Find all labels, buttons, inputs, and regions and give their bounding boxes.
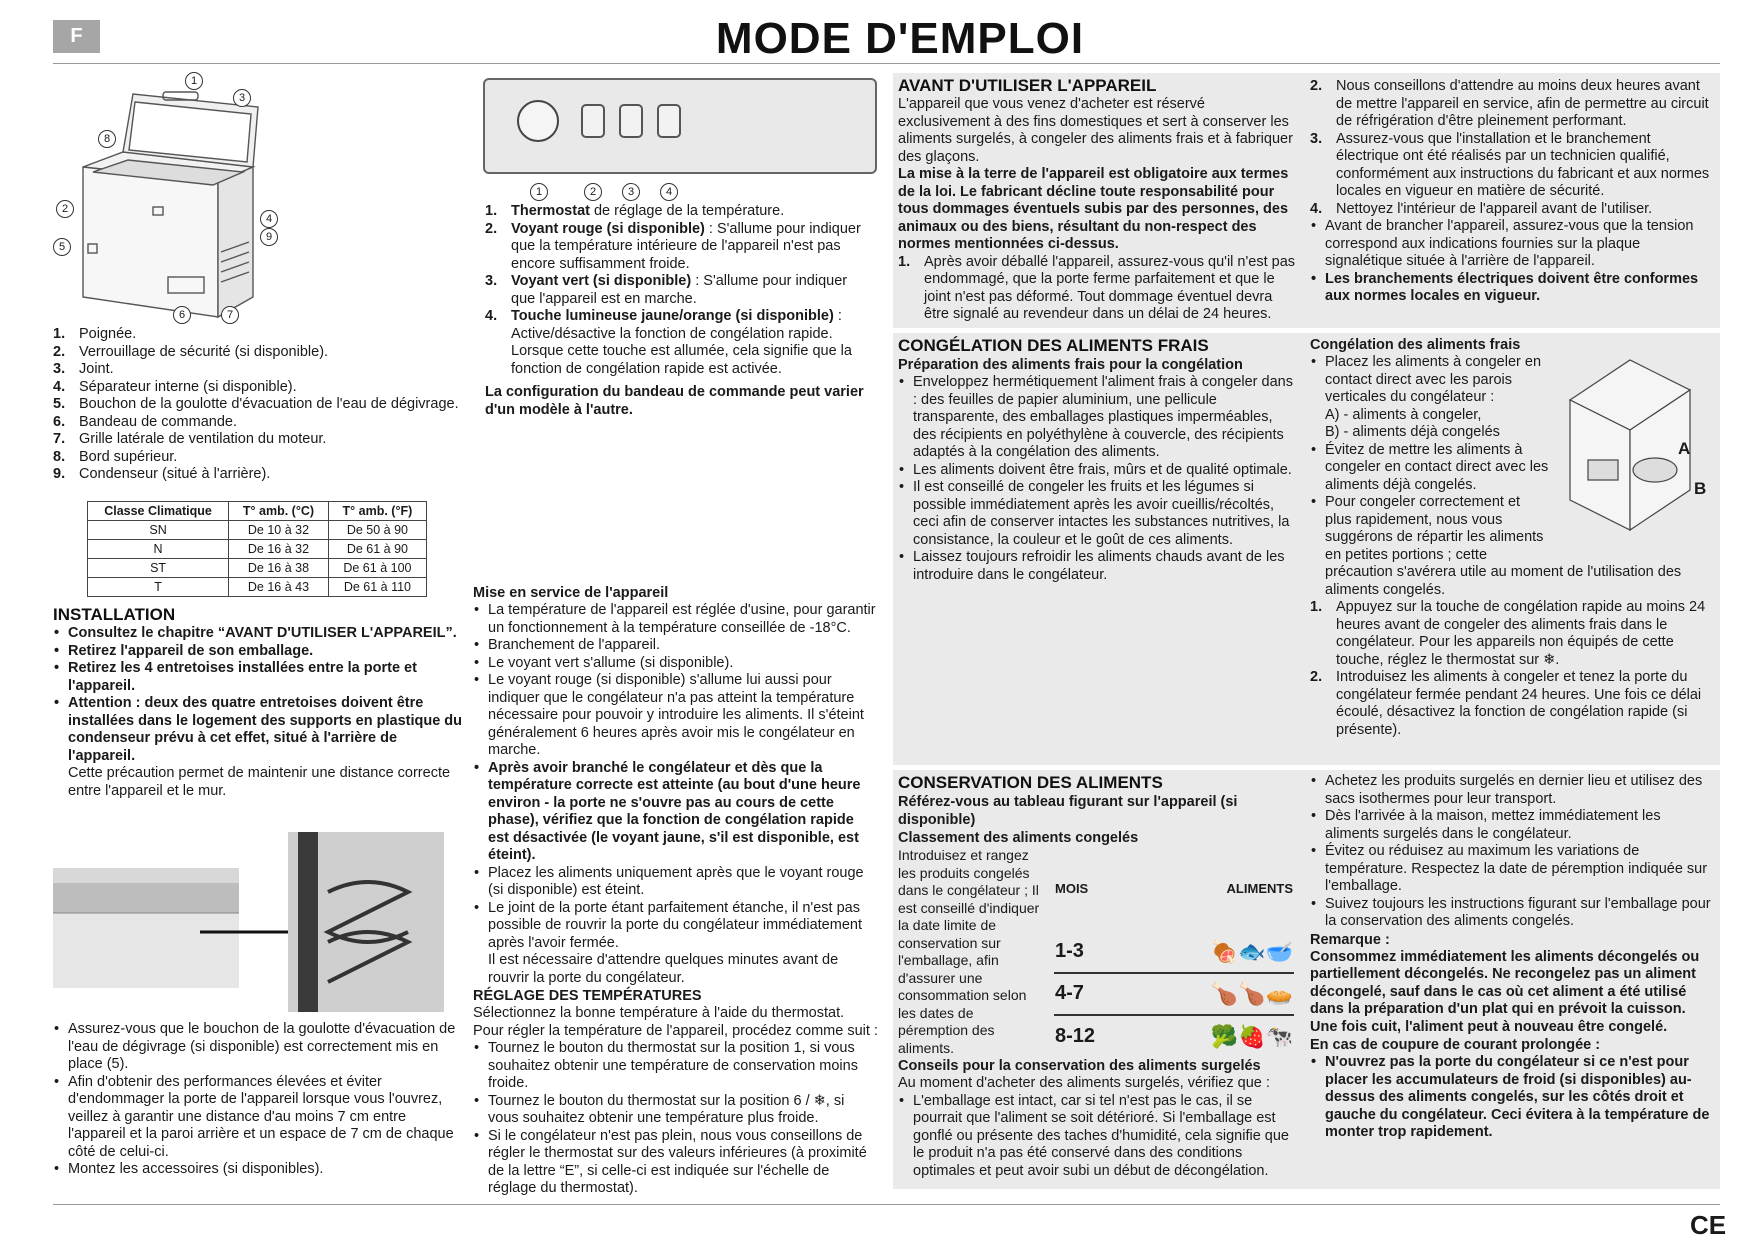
avant-section-right [1310,78,1710,306]
paragraph: Au moment d'acheter des aliments surgelés, vérifiez que : [898,1075,1270,1091]
list-item: 4. Nettoyez l'intérieur de l'appareil avant de l'utiliser. [1310,200,1653,217]
subsection-title: Référez-vous au tableau figurant sur l'appareil (si disponible) [898,794,1238,828]
callout-7: 7 [221,306,239,324]
panel-callout-2: 2 [584,183,602,201]
list-item: 6. Bandeau de commande. [53,413,237,430]
list-item: 4. Séparateur interne (si disponible). [53,378,297,395]
condenser-photo-right [288,832,444,1012]
callout-4: 4 [260,210,278,228]
table-row: 4-7 🍗🍗🥧 [1054,973,1294,1015]
list-item: 1. Thermostat de réglage de la température. [485,203,785,219]
installation-section [53,605,463,800]
remark-paragraph: Consommez immédiatement les aliments décongelés ou partiellement décongelés. Ne recongelez pas un aliment décongelé, sauf dans le cas où cet aliment a été utilisé dans la préparation d'un plat qui en prévoit la cuisson. Une fois cuit, l'aliment peut à nouveau être congelé. [1310,948,1700,1035]
installation-list-2 [53,1021,458,1179]
callout-2: 2 [56,200,74,218]
subsection-title: Conseils pour la conservation des aliments surgelés [898,1058,1261,1074]
freezer-illustration [53,72,293,322]
header-divider [53,63,1720,64]
avant-section [898,76,1296,324]
callout-1: 1 [185,72,203,90]
conservation-right [1310,773,1715,1142]
list-item: • Le joint de la porte étant parfaitement étanche, il n'est pas possible de rouvrir la porte du congélateur immédiatement après l'avoir fermée. [473,900,878,953]
table-header: T° amb. (°F) [328,502,426,521]
list-item: 5. Bouchon de la goulotte d'évacuation de l'eau de dégivrage. [53,396,459,412]
table-header: ALIMENTS [1226,881,1293,897]
subsection-title: Préparation des aliments frais pour la congélation [898,357,1243,373]
list-item: 2. Verrouillage de sécurité (si disponible). [53,343,329,360]
list-item: • Tournez le bouton du thermostat sur la position 6 / ❄, si vous souhaitez obtenir une température plus froide. [473,1093,878,1128]
label-a: A [1678,439,1691,458]
list-item: • Évitez ou réduisez au maximum les variations de température. Respectez la date de péremption indiquée sur l'emballage. [1310,843,1715,896]
section-title: CONSERVATION DES ALIMENTS [898,773,1163,792]
callout-3: 3 [233,89,251,107]
congelation-section [898,336,1296,584]
language-badge: F [53,20,100,53]
list-item: • Consultez le chapitre “AVANT D'UTILISER L'APPAREIL”. [53,625,463,643]
warning-paragraph: La mise à la terre de l'appareil est obligatoire aux termes de la loi. Le fabricant décline toute responsabilité pour tous dommages éventuels subis par des personnes, des animaux ou des biens, résultant du non-respect des normes mentionnées ci-dessus. [898,166,1289,252]
paragraph: Introduisez et rangez les produits congelés dans le congélateur ; Il est conseillé d'indiquer la date limite de conservation sur l'emballage, afin d'assurer une consommation selon les dates de péremption des aliments. [898,847,1040,1056]
list-item: • Achetez les produits surgelés en dernier lieu et utilisez des sacs isothermes pour leur transport. [1310,773,1715,808]
list-item: 2. Voyant rouge (si disponible) : S'allume pour indiquer que la température intérieure de l'appareil n'est pas encore suffisamment froide. [485,220,861,272]
ce-mark: CE [1690,1210,1727,1240]
list-item: 9. Condenseur (situé à l'arrière). [53,466,271,482]
section-title: Mise en service de l'appareil [473,585,669,601]
panel-callout-4: 4 [660,183,678,201]
list-item: • Tournez le bouton du thermostat sur la position 1, si vous souhaitez obtenir une température de conservation moins froide. [473,1040,878,1093]
table-row: SN De 10 à 32 De 50 à 90 [88,521,427,540]
panel-callout-1: 1 [530,183,548,201]
footer-divider [53,1204,1720,1205]
callout-9: 9 [260,228,278,246]
table-row: 1-3 🍖🐟🥣 [1054,931,1294,973]
list-item: • Les branchements électriques doivent être conformes aux normes locales en vigueur. [1310,271,1710,306]
control-panel-illustration [483,78,877,174]
thermostat-knob-icon [517,100,559,142]
list-item: 1. Après avoir déballé l'appareil, assurez-vous qu'il n'est pas endommagé, que la porte ferme parfaitement et que le joint n'est pas déformé. Tout dommage éventuel devra être signalé au revendeur dans un délai de 24 heures. [898,253,1296,322]
fast-freeze-button-icon [657,104,681,138]
list-item: • Placez les aliments uniquement après que le voyant rouge (si disponible) est éteint. [473,865,878,900]
list-item: • Montez les accessoires (si disponibles). [53,1161,458,1179]
control-panel-list [485,203,875,378]
list-item: 7. Grille latérale de ventilation du moteur. [53,431,327,447]
list-item: 8. Bord supérieur. [53,448,178,465]
table-row: 8-12 🥦🍓🐄 [1055,1023,1293,1049]
list-item: • Suivez toujours les instructions figurant sur l'emballage pour la conservation des aliments congelés. [1310,896,1715,931]
list-item: • Le voyant rouge (si disponible) s'allume lui aussi pour indiquer que le congélateur n'a pas atteint la température nécessaire pour pouvoir y introduire les aliments. Il s'éteint généralement 6 heures après avoir mis le congélateur en marche. [473,672,878,760]
fresh-food-freezer-illustration [1560,340,1710,540]
table-row: ST De 16 à 38 De 61 à 100 [88,559,427,578]
installation-note: Cette précaution permet de maintenir une distance correcte entre l'appareil et le mur. [68,765,451,799]
parts-list [53,326,463,484]
paragraph: précaution s'avérera utile au moment de l'utilisation des aliments congelés. [1325,564,1682,598]
panel-callout-3: 3 [622,183,640,201]
list-item: 1. Appuyez sur la touche de congélation rapide au moins 24 heures avant de congeler des aliments frais dans le congélateur. Pour les appareils non équipés de cette touche, réglez le thermostat sur ❄. [1310,599,1706,668]
panel-note: La configuration du bandeau de commande peut varier d'un modèle à l'autre. [485,384,864,418]
red-light-icon [581,104,605,138]
section-title: RÉGLAGE DES TEMPÉRATURES [473,988,702,1004]
list-item: • Pour congeler correctement et plus rapidement, nous vous suggérons de répartir les aliments en petites portions ; cette [1310,494,1550,564]
list-item: 3. Voyant vert (si disponible) : S'allume pour indiquer que l'appareil est en marche. [485,273,848,307]
mise-en-service-section [473,584,878,1198]
list-item: 2. Nous conseillons d'attendre au moins deux heures avant de mettre l'appareil en service, afin de permettre au circuit de réfrigération d'être pleinement performant. [1310,78,1709,129]
table-header: MOIS [1055,881,1089,897]
list-item: • Il est conseillé de congeler les fruits et les légumes si possible immédiatement après les avoir cueillis/récoltés, ceci afin de conserver intactes les substances nutritives, la consistance, la couleur et le goût de ces aliments. [898,479,1296,549]
subsection-title: Congélation des aliments frais [1310,337,1521,353]
list-item: • Après avoir branché le congélateur et dès que la température correcte est atteinte (au bout d'une heure environ - la porte ne s'ouvre pas au cours de cette phase), vérifiez que la fonction de congélation rapide est désactivée (le voyant jaune, s'il est disponible, est éteint). [473,760,878,865]
mise-en-service-note: Il est nécessaire d'attendre quelques minutes avant de rouvrir la porte du congélateur. [488,952,839,986]
list-item: 4. Touche lumineuse jaune/orange (si disponible) : Active/désactive la fonction de congélation rapide. Lorsque cette touche est allumée, cela signifie que la fonction de congélation rapide est activée. [485,308,852,377]
list-item: 1. Poignée. [53,326,137,342]
table-row: T De 16 à 43 De 61 à 110 [88,578,427,597]
list-item: • La température de l'appareil est réglée d'usine, pour garantir un fonctionnement à la température conseillée de -18°C. [473,602,878,637]
callout-5: 5 [53,238,71,256]
list-item: • Enveloppez hermétiquement l'aliment frais à congeler dans : des feuilles de papier aluminium, une pellicule transparente, des emballages plastiques imperméables, des récipients en polyéthylène à couvercle, des récipients adaptés à la congélation des aliments. [898,374,1296,462]
list-item: 2. Introduisez les aliments à congeler et tenez la porte du congélateur fermée pendant 24 heures. Une fois ce délai écoulé, désactivez la fonction de congélation rapide (si présente). [1310,669,1702,738]
list-item: • Dès l'arrivée à la maison, mettez immédiatement les aliments surgelés dans le congélateur. [1310,808,1715,843]
table-row: N De 16 à 32 De 61 à 90 [88,540,427,559]
list-item: • N'ouvrez pas la porte du congélateur si ce n'est pour placer les accumulateurs de froid (si disponibles) au-dessus des aliments congelés, sur les côtés droit et gauche du congélateur. Ceci évitera à la température de monter trop rapidement. [1310,1054,1715,1142]
callout-8: 8 [98,130,116,148]
list-item: • Le voyant vert s'allume (si disponible). [473,655,878,673]
list-item: • Laissez toujours refroidir les aliments chauds avant de les introduire dans le congélateur. [898,549,1296,584]
page-title: MODE D'EMPLOI [715,14,1085,63]
list-item: • Si le congélateur n'est pas plein, nous vous conseillons de régler le thermostat sur des valeurs inférieures (à proximité de la lettre “E”, si celle-ci est indiquée sur l'échelle de réglage du thermostat). [473,1128,878,1198]
list-item: • Attention : deux des quatre entretoises doivent être installées dans le logement des supports en plastique du condenseur prévu à cet effet, situé à l'arrière de l'appareil. [53,695,463,765]
list-item: • Avant de brancher l'appareil, assurez-vous que la tension correspond aux indications fournies sur la plaque signalétique située à l'arrière de l'appareil. [1310,218,1710,271]
list-item: 3. Assurez-vous que l'installation et le branchement électrique ont été réalisés par un technicien qualifié, conformément aux instructions du fabricant et aux normes locales en vigueur en matière de sécurité. [1310,130,1710,199]
storage-duration-table [1054,847,1294,1057]
subsection-title: Classement des aliments congelés [898,830,1139,846]
list-item: • Retirez l'appareil de son emballage. [53,643,463,661]
section-title: CONGÉLATION DES ALIMENTS FRAIS [898,336,1209,355]
label-b: B [1694,479,1707,498]
paragraph: Pour régler la température de l'appareil, procédez comme suit : [473,1022,878,1039]
table-header: Classe Climatique [88,502,229,521]
subsection-title: Remarque : [1310,931,1390,948]
callout-6: 6 [173,306,191,324]
list-item: • Retirez les 4 entretoises installées entre la porte et l'appareil. [53,660,463,695]
conservation-section [898,773,1296,1180]
climate-class-table [87,501,427,597]
list-item: • Branchement de l'appareil. [473,637,878,655]
section-title: AVANT D'UTILISER L'APPAREIL [898,76,1157,95]
subsection-title: En cas de coupure de courant prolongée : [1310,1037,1601,1053]
paragraph: L'appareil que vous venez d'acheter est réservé exclusivement à des fins domestiques et sert à conserver les aliments surgelés, à congeler des aliments frais et à fabriquer des glaçons. [898,96,1293,165]
list-item: 3. Joint. [53,361,114,377]
list-item: • Afin d'obtenir des performances élevées et éviter d'endommager la porte de l'appareil lorsque vous l'ouvrez, veillez à garantir une distance d'au moins 7 cm entre l'appareil et la paroi arrière et un espace de 7 cm de chaque côté de celui-ci. [53,1074,458,1162]
list-item: • Assurez-vous que le bouchon de la goulotte d'évacuation de l'eau de dégivrage (si disponible) est correctement mis en place (5). [53,1021,458,1074]
list-item: • L'emballage est intact, car si tel n'est pas le cas, il se pourrait que l'aliment se soit détérioré. Si l'emballage est gonflé ou présente des taches d'humidité, cela signifie que le produit n'a pas été conservé dans des conditions optimales et peut avoir subi un début de décongélation. [898,1093,1296,1181]
list-item: • Les aliments doivent être frais, mûrs et de qualité optimale. [898,462,1296,480]
green-light-icon [619,104,643,138]
table-header: T° amb. (°C) [229,502,329,521]
list-item: • Placez les aliments à congeler en contact direct avec les parois verticales du congélateur : A) - aliments à congeler, B) - aliments déjà congelés [1310,354,1550,442]
paragraph: Sélectionnez la bonne température à l'aide du thermostat. [473,1005,845,1021]
section-title: INSTALLATION [53,605,176,624]
list-item: • Évitez de mettre les aliments à congeler en contact direct avec les aliments déjà congelés. [1310,442,1550,495]
